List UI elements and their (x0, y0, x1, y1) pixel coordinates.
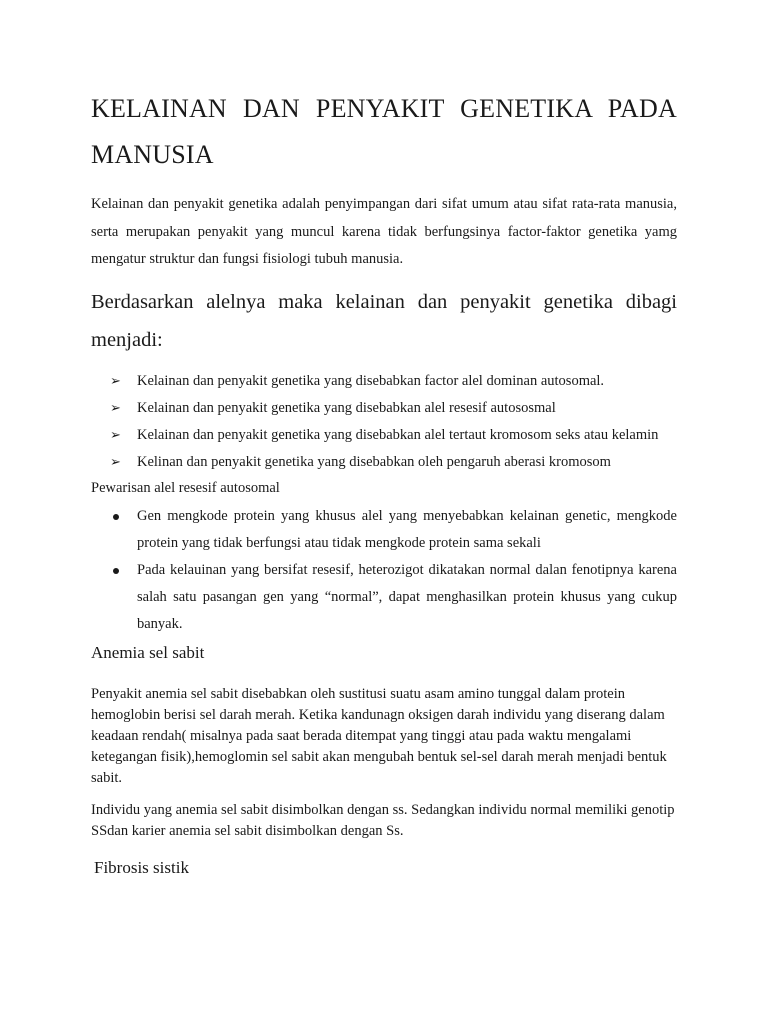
list-item-text: Kelainan dan penyakit genetika yang disebabkan factor alel dominan autosomal. (137, 373, 605, 389)
dot-bullet-icon (113, 514, 119, 520)
arrow-bullet-icon: ➢ (110, 428, 121, 443)
section-heading-anemia: Anemia sel sabit (91, 643, 205, 662)
list-item (110, 449, 690, 476)
list-item-text: Kelainan dan penyakit genetika yang disebabkan alel tertaut kromosom seks atau kelamin (137, 427, 659, 443)
section-heading-fibrosis: Fibrosis sistik (94, 858, 189, 877)
anemia-paragraph-2: Individu yang anemia sel sabit disimbolkan dengan ss. Sedangkan individu normal memiliki genotip SSdan karier anemia sel sabit disimbolkan dengan Ss. (91, 802, 675, 839)
arrow-bullet-icon: ➢ (110, 401, 121, 416)
classification-list (110, 368, 690, 476)
inheritance-heading: Pewarisan alel resesif autosomal (91, 480, 280, 496)
list-item-text: Kelinan dan penyakit genetika yang disebabkan oleh pengaruh aberasi kromosom (137, 454, 611, 470)
arrow-bullet-icon: ➢ (110, 374, 121, 389)
classification-subheading: Berdasarkan alelnya maka kelainan dan penyakit genetika dibagi menjadi: (91, 291, 677, 351)
inheritance-list (110, 503, 677, 638)
list-item-text: Gen mengkode protein yang khusus alel yang menyebabkan kelainan genetic, mengkode protein yang tidak berfungsi atau tidak mengkode protein sama sekali (137, 508, 677, 551)
list-item (110, 503, 677, 557)
document-title: KELAINAN DAN PENYAKIT GENETIKA PADA MANUSIA (91, 94, 677, 169)
dot-bullet-icon (113, 568, 119, 574)
list-item (110, 395, 690, 422)
list-item-text: Kelainan dan penyakit genetika yang disebabkan alel resesif autososmal (137, 400, 556, 416)
list-item-text: Pada kelauinan yang bersifat resesif, heterozigot dikatakan normal dalan fenotipnya karena salah satu pasangan gen yang “normal”, dapat menghasilkan protein khusus yang cukup banyak. (137, 562, 677, 632)
list-item (110, 557, 677, 638)
anemia-paragraph-1: Penyakit anemia sel sabit disebabkan oleh sustitusi suatu asam amino tunggal dalam protein hemoglobin berisi sel darah merah. Ketika kandunagn oksigen darah individu yang diserang dalam keadaan rendah( misalnya pada saat berada ditempat yang tinggi atau pada waktu mengalami ketegangan fisik),hemoglomin sel sabit akan mengubah bentuk sel-sel darah merah menjadi bentuk sabit. (91, 686, 667, 786)
list-item (110, 422, 690, 449)
arrow-bullet-icon: ➢ (110, 455, 121, 470)
intro-paragraph: Kelainan dan penyakit genetika adalah penyimpangan dari sifat umum atau sifat rata-rata manusia, serta merupakan penyakit yang muncul karena tidak berfungsinya factor-faktor genetika yamg mengatur struktur dan fungsi fisiologi tubuh manusia. (91, 196, 677, 267)
list-item (110, 368, 690, 395)
